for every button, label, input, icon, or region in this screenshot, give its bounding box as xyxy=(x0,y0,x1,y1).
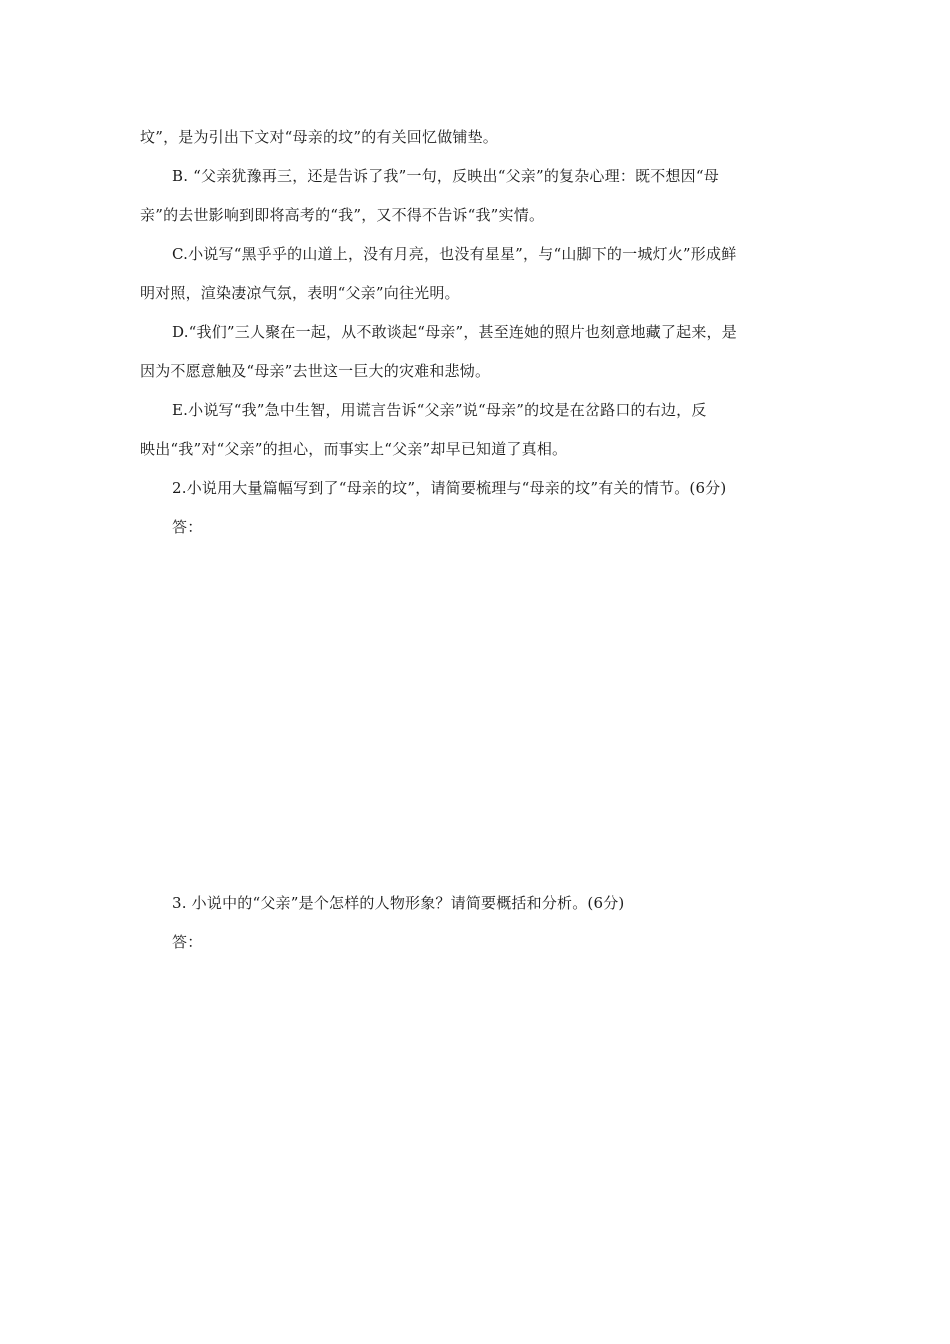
option-c-line-2: 明对照，渲染凄凉气氛，表明“父亲”向往光明。 xyxy=(140,284,460,302)
option-e-line-1: E.小说写“我”急中生智，用谎言告诉“父亲”说“母亲”的坟是在岔路口的右边，反 xyxy=(172,401,707,419)
option-e-line-2: 映出“我”对“父亲”的担心，而事实上“父亲”却早已知道了真相。 xyxy=(140,440,568,458)
document-page xyxy=(140,118,812,962)
option-d-line-1: D.“我们”三人聚在一起，从不敢谈起“母亲”，甚至连她的照片也刻意地藏了起来，是 xyxy=(172,323,737,341)
question-2: 2.小说用大量篇幅写到了“母亲的坟”，请简要梳理与“母亲的坟”有关的情节。(6分) xyxy=(172,479,727,497)
option-a-continuation: 坟”，是为引出下文对“母亲的坟”的有关回忆做铺垫。 xyxy=(140,128,499,146)
question-3: 3. 小说中的“父亲”是个怎样的人物形象？请简要概括和分析。(6分) xyxy=(172,894,625,912)
option-b-line-2: 亲”的去世影响到即将高考的“我”，又不得不告诉“我”实情。 xyxy=(140,206,545,224)
answer-label-3: 答： xyxy=(172,933,203,951)
option-c-line-1: C.小说写“黑乎乎的山道上，没有月亮，也没有星星”，与“山脚下的一城灯火”形成鲜 xyxy=(172,245,737,263)
option-b-line-1: B. “父亲犹豫再三，还是告诉了我”一句，反映出“父亲”的复杂心理：既不想因“母 xyxy=(172,167,719,185)
answer-label-2: 答： xyxy=(172,518,203,536)
answer-space-2 xyxy=(140,547,812,884)
option-d-line-2: 因为不愿意触及“母亲”去世这一巨大的灾难和悲恸。 xyxy=(140,362,491,380)
